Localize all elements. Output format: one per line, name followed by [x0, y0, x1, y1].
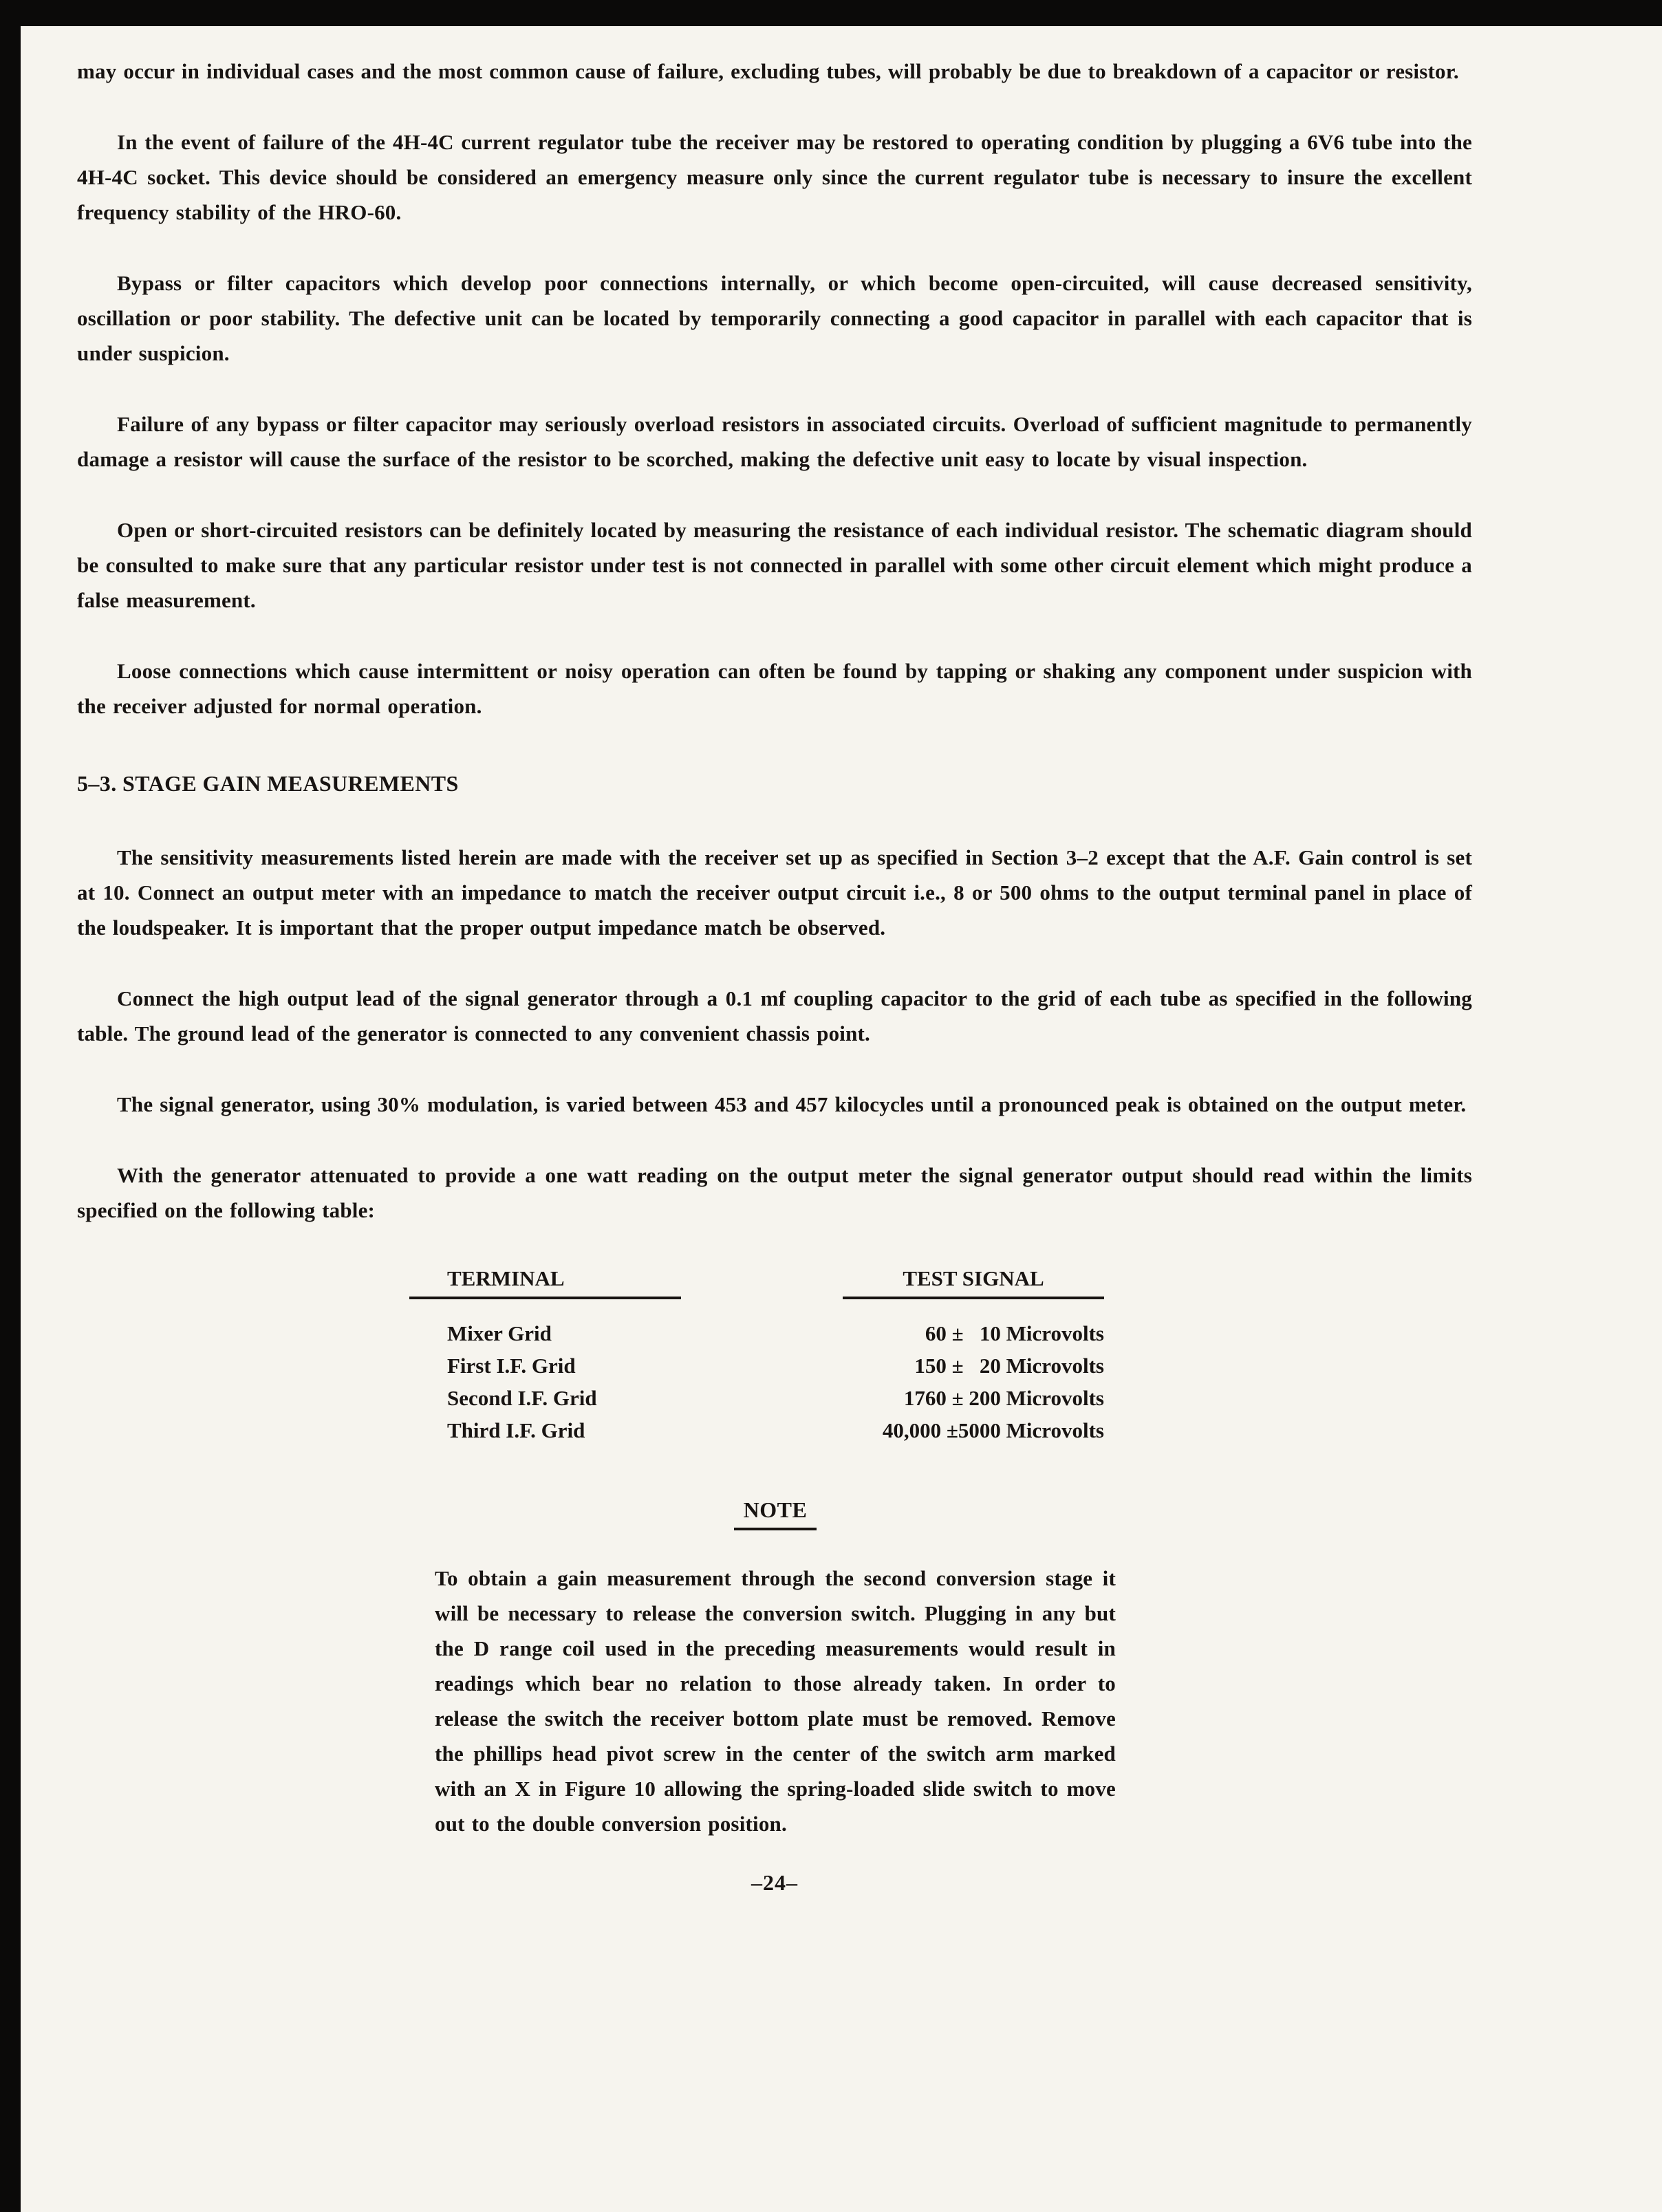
table-header-spacer	[681, 1264, 843, 1299]
signal-cell: 150 ± 20 Microvolts	[914, 1354, 1104, 1378]
signal-cell: 40,000 ±5000 Microvolts	[882, 1418, 1104, 1442]
table-row	[409, 1382, 1104, 1414]
paragraph: Loose connections which cause intermittent or noisy operation can often be found by tapping or shaking any component under suspicion with the receiver adjusted for normal operation.	[77, 659, 1472, 718]
terminal-cell: Third I.F. Grid	[447, 1418, 585, 1442]
paragraph: The sensitivity measurements listed herein are made with the receiver set up as specified in Section 3–2 except that the A.F. Gain control is set at 10. Connect an output meter with an impedance to match the receiver output circuit i.e., 8 or 500 ohms to the output terminal panel in place of the loudspeaker. It is important that the proper output impedance match be observed.	[77, 845, 1472, 940]
terminal-cell: First I.F. Grid	[447, 1354, 576, 1378]
scan-artifact-top-bar	[0, 0, 1662, 26]
terminal-cell: Mixer Grid	[447, 1321, 552, 1345]
row-spacer	[681, 1414, 843, 1446]
paragraph: With the generator attenuated to provide a one watt reading on the output meter the signal generator output should read within the limits specified on the following table:	[77, 1163, 1472, 1222]
paragraph: In the event of failure of the 4H-4C current regulator tube the receiver may be restored to operating condition by plugging a 6V6 tube into the 4H-4C socket. This device should be considered an emergency measure only since the current regulator tube is necessary to insure the excellent frequency stability of the HRO-60.	[77, 130, 1472, 224]
table-row	[409, 1317, 1104, 1349]
table-row	[409, 1414, 1104, 1446]
row-spacer	[681, 1317, 843, 1349]
table-header-test-signal: TEST SIGNAL	[843, 1264, 1104, 1299]
page-content	[77, 54, 1472, 1896]
stage-gain-table	[409, 1264, 1104, 1446]
signal-cell: 1760 ± 200 Microvolts	[903, 1386, 1104, 1410]
paragraph: Open or short-circuited resistors can be definitely located by measuring the resistance of each individual resistor. The schematic diagram should be consulted to make sure that any particular resistor under test is not connected in parallel with some other circuit element which might produce a false measurement.	[77, 518, 1472, 612]
table-header-terminal: TERMINAL	[409, 1264, 681, 1299]
signal-cell: 60 ± 10 Microvolts	[925, 1321, 1104, 1345]
note-heading: NOTE	[734, 1495, 817, 1530]
scan-artifact-left-bar	[0, 0, 21, 2212]
paragraph: may occur in individual cases and the most common cause of failure, excluding tubes, will probably be due to breakdown of a capacitor or resistor.	[77, 59, 1459, 83]
table-header-row	[409, 1264, 1104, 1299]
terminal-cell: Second I.F. Grid	[447, 1386, 597, 1410]
row-spacer	[681, 1349, 843, 1382]
paragraph: Connect the high output lead of the signal generator through a 0.1 mf coupling capacitor to the grid of each tube as specified in the following table. The ground lead of the generator is connected to any convenient chassis point.	[77, 986, 1472, 1045]
note-body: To obtain a gain measurement through the second conversion stage it will be necessary to release the conversion switch. Plugging in any but the D range coil used in the preceding measurements would result in readings which bear no relation to those already taken. In order to release the switch the receiver bottom plate must be removed. Remove the phillips head pivot screw in the center of the switch arm marked with an X in Figure 10 allowing the spring-loaded slide switch to move out to the double conversion position.	[435, 1566, 1116, 1836]
paragraph: The signal generator, using 30% modulation, is varied between 453 and 457 kilocycles until a pronounced peak is obtained on the output meter.	[117, 1092, 1467, 1116]
table-row	[409, 1349, 1104, 1382]
section-heading: 5–3. STAGE GAIN MEASUREMENTS	[77, 771, 459, 796]
paragraph: Bypass or filter capacitors which develop poor connections internally, or which become open-circuited, will cause decreased sensitivity, oscillation or poor stability. The defective unit can be located by temporarily connecting a good capacitor in parallel with each capacitor that is under suspicion.	[77, 271, 1472, 365]
note-block	[435, 1495, 1116, 1841]
note-heading-wrap	[435, 1495, 1116, 1530]
page-number: –24–	[751, 1870, 798, 1895]
paragraph: Failure of any bypass or filter capacitor may seriously overload resistors in associated circuits. Overload of sufficient magnitude to permanently damage a resistor will cause the surface of the resistor to be scorched, making the defective unit easy to locate by visual inspection.	[77, 412, 1472, 471]
row-spacer	[681, 1382, 843, 1414]
